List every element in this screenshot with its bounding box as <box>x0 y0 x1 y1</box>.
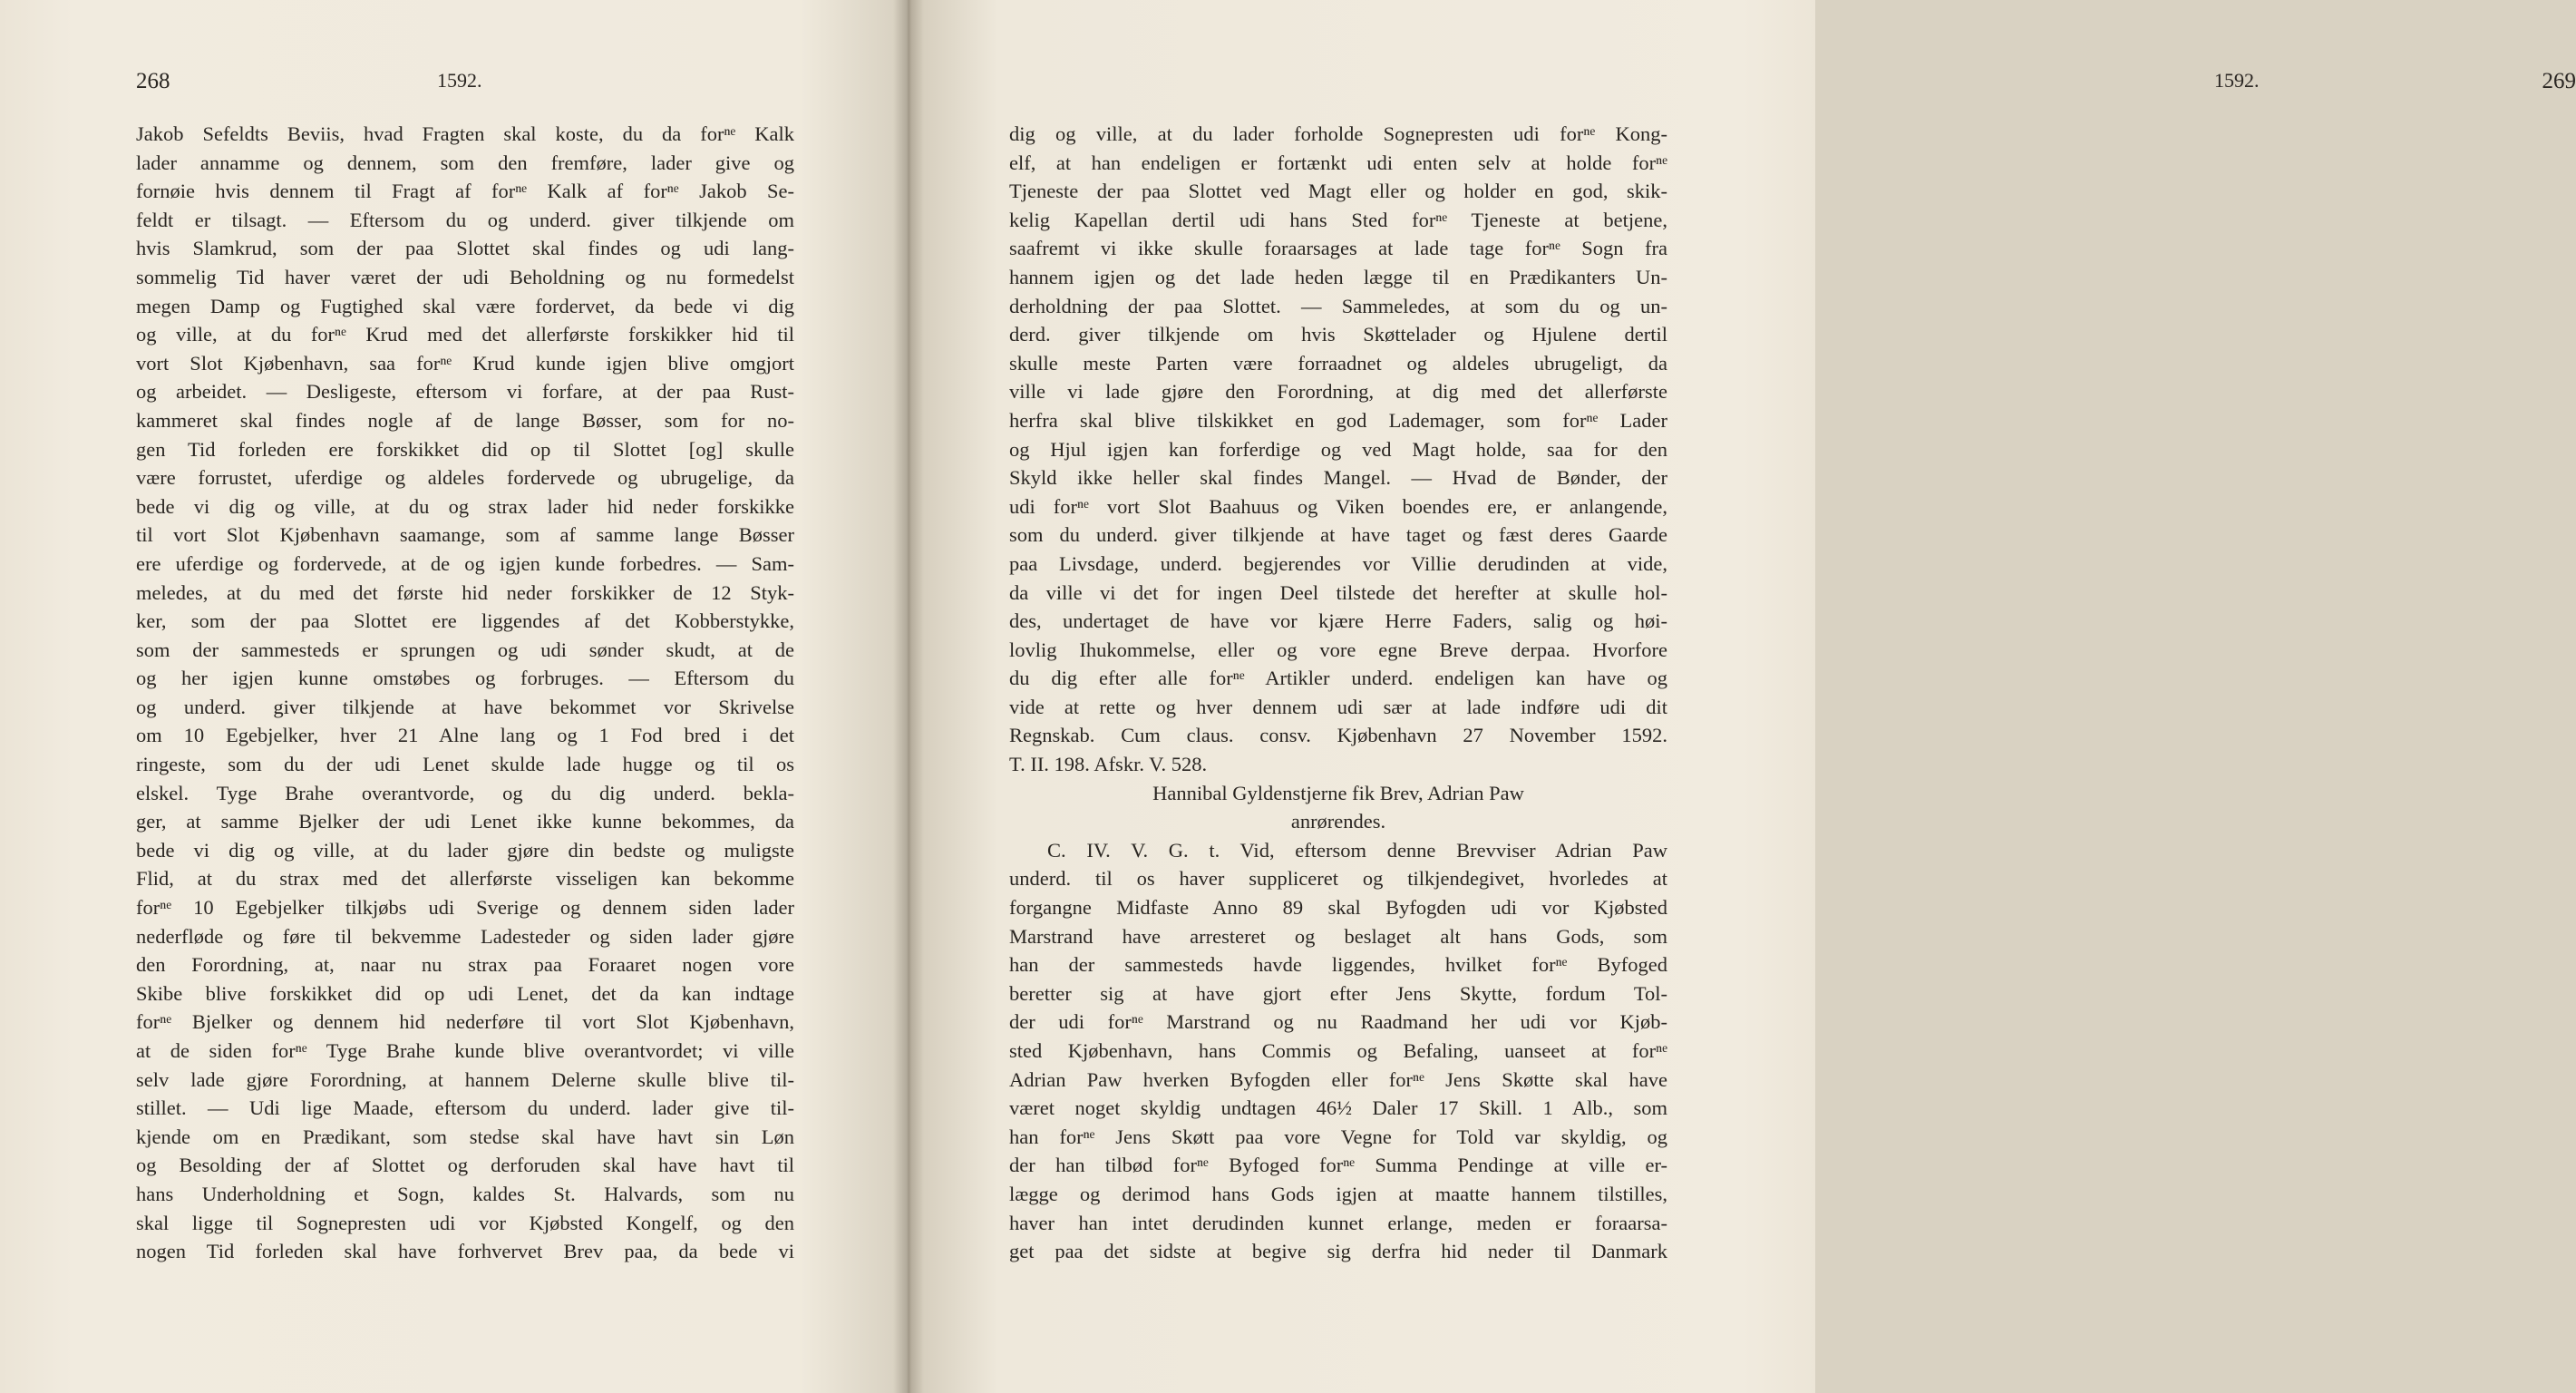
text-line: vide at rette og hver dennem udi sær at lade indføre udi dit <box>1009 695 1667 718</box>
text-line: lægge og derimod hans Gods igjen at maatte hannem tilstilles, <box>1009 1182 1667 1205</box>
left-page-text <box>136 120 794 1266</box>
text-line: nogen Tid forleden skal have forhvervet Brev paa, da bede vi <box>136 1240 794 1263</box>
text-line: da ville vi det for ingen Deel tilstede det herefter at skulle hol- <box>1009 580 1667 604</box>
text-line: ker, som der paa Slottet ere liggendes af det Kobberstykke, <box>136 609 794 633</box>
text-line: T. II. 198. Afskr. V. 528. <box>1009 753 1208 776</box>
text-line: Flid, at du strax med det allerførste visseligen kan bekomme <box>136 867 794 891</box>
text-line: lovlig Ihukommelse, eller og vore egne Breve derpaa. Hvorfore <box>1009 638 1667 661</box>
text-line: kelig Kapellan dertil udi hans Sted forⁿᵉ Tjeneste at betjene, <box>1009 208 1667 231</box>
text-line: til vort Slot Kjøbenhavn saamange, som af samme lange Bøsser <box>136 523 794 547</box>
text-line: dig og ville, at du lader forholde Sognepresten udi forⁿᵉ Kong- <box>1009 122 1667 145</box>
page-number: 269 <box>2542 69 2576 93</box>
text-line: skulle meste Parten være forraadnet og aldeles ubrugeligt, da <box>1009 351 1667 375</box>
text-line: feldt er tilsagt. — Eftersom du og underd. giver tilkjende om <box>136 208 794 231</box>
text-line: stillet. — Udi lige Maade, eftersom du underd. lader give til- <box>136 1096 794 1120</box>
text-line: Skyld ikke heller skal findes Mangel. — Hvad de Bønder, der <box>1009 466 1667 490</box>
text-line: og Besolding der af Slottet og derforuden skal have havt til <box>136 1154 794 1177</box>
text-line: ringeste, som du der udi Lenet skulde lade hugge og til os <box>136 753 794 776</box>
text-line: beretter sig at have gjort efter Jens Skytte, fordum Tol- <box>1009 981 1667 1005</box>
text-line: fornøie hvis dennem til Fragt af forⁿᵉ Kalk af forⁿᵉ Jakob Se- <box>136 180 794 203</box>
section-heading-line: anrørendes. <box>1290 810 1386 833</box>
text-line: Jakob Sefeldts Beviis, hvad Fragten skal koste, du da forⁿᵉ Kalk <box>136 122 794 145</box>
text-line: som der sammesteds er sprungen og udi sønder skudt, at de <box>136 638 794 661</box>
text-line: meledes, at du med det første hid neder forskikker de 12 Styk- <box>136 580 794 604</box>
text-line: kjende om en Prædikant, som stedse skal have havt sin Løn <box>136 1125 794 1148</box>
text-line: at de siden forⁿᵉ Tyge Brahe kunde blive overantvordet; vi ville <box>136 1039 794 1062</box>
text-line: han forⁿᵉ Jens Skøtt paa vore Vegne for Told var skyldig, og <box>1009 1125 1667 1148</box>
text-line: elf, at han endeligen er fortænkt udi enten selv at holde forⁿᵉ <box>1009 151 1667 174</box>
text-line: derholdning der paa Slottet. — Sammeledes, at som du og un- <box>1009 294 1667 317</box>
text-line: Skibe blive forskikket did op udi Lenet, det da kan indtage <box>136 981 794 1005</box>
text-line: forgangne Midfaste Anno 89 skal Byfogden udi vor Kjøbsted <box>1009 896 1667 920</box>
text-line: hvis Slamkrud, som der paa Slottet skal findes og udi lang- <box>136 237 794 260</box>
text-line: ere uferdige og fordervede, at de og igjen kunde forbedres. — Sam- <box>136 551 794 575</box>
text-line: som du underd. giver tilkjende at have taget og fæst deres Gaarde <box>1009 523 1667 547</box>
text-line: forⁿᵉ 10 Egebjelker tilkjøbs udi Sverige og dennem siden lader <box>136 896 794 920</box>
text-line: bede vi dig og ville, at du lader gjøre din bedste og muligste <box>136 838 794 862</box>
text-line: nederfløde og føre til bekvemme Ladesteder og siden lader gjøre <box>136 924 794 948</box>
text-line: hannem igjen og det lade heden lægge til en Prædikanters Un- <box>1009 265 1667 288</box>
left-page-header <box>136 69 791 102</box>
text-line: bede vi dig og ville, at du og strax lader hid neder forskikke <box>136 494 794 518</box>
text-line: den Forordning, at, naar nu strax paa Foraaret nogen vore <box>136 953 794 977</box>
text-line: megen Damp og Fugtighed skal være fordervet, da bede vi dig <box>136 294 794 317</box>
page-number: 268 <box>136 69 170 93</box>
text-line: elskel. Tyge Brahe overantvorde, og du dig underd. bekla- <box>136 781 794 804</box>
text-line: sommelig Tid haver været der udi Beholdning og nu formedelst <box>136 265 794 288</box>
text-line: sted Kjøbenhavn, hans Commis og Befaling, uanseet at forⁿᵉ <box>1009 1039 1667 1062</box>
text-line: kammeret skal findes nogle af de lange Bøsser, som for no- <box>136 408 794 432</box>
text-line: og Hjul igjen kan forferdige og ved Magt holde, saa for den <box>1009 437 1667 461</box>
text-line: udi forⁿᵉ vort Slot Baahuus og Viken boendes ere, er anlangende, <box>1009 494 1667 518</box>
text-line: ville vi lade gjøre den Forordning, at dig med det allerførste <box>1009 380 1667 404</box>
book-gutter <box>893 0 924 1393</box>
text-line: Marstrand have arresteret og beslaget alt hans Gods, som <box>1009 924 1667 948</box>
text-line: hans Underholdning et Sogn, kaldes St. Halvards, som nu <box>136 1182 794 1205</box>
text-line: des, undertaget de have vor kjære Herre Faders, salig og høi- <box>1009 609 1667 633</box>
text-line: Adrian Paw hverken Byfogden eller forⁿᵉ Jens Skøtte skal have <box>1009 1067 1667 1091</box>
text-line: ger, at samme Bjelker der udi Lenet ikke kunne bekommes, da <box>136 810 794 833</box>
text-line: og arbeidet. — Desligeste, eftersom vi forfare, at der paa Rust- <box>136 380 794 404</box>
text-line: herfra skal blive tilskikket en god Lademager, som forⁿᵉ Lader <box>1009 408 1667 432</box>
text-line: og ville, at du forⁿᵉ Krud med det allerførste forskikker hid til <box>136 323 794 346</box>
text-line: derd. giver tilkjende om hvis Skøttelader og Hjulene dertil <box>1009 323 1667 346</box>
right-page <box>908 0 2576 1393</box>
text-line: være forrustet, uferdige og aldeles fordervede og ubrugelige, da <box>136 466 794 490</box>
left-page <box>0 0 908 1393</box>
right-page-text <box>1009 120 1667 1266</box>
text-line: lader annamme og dennem, som den fremføre, lader give og <box>136 151 794 174</box>
text-line: skal ligge til Sognepresten udi vor Kjøbsted Kongelf, og den <box>136 1211 794 1234</box>
text-line: der udi forⁿᵉ Marstrand og nu Raadmand her udi vor Kjøb- <box>1009 1010 1667 1034</box>
text-line: underd. til os haver suppliceret og tilkjendegivet, hvorledes at <box>1009 867 1667 891</box>
text-line: Tjeneste der paa Slottet ved Magt eller og holder en god, skik- <box>1009 180 1667 203</box>
text-line: været noget skyldig undtagen 46½ Daler 17 Skill. 1 Alb., som <box>1009 1096 1667 1120</box>
running-head: 1592. <box>2214 69 2260 92</box>
text-line: paa Livsdage, underd. begjerendes vor Villie derudinden at vide, <box>1009 551 1667 575</box>
text-line: gen Tid forleden ere forskikket did op til Slottet [og] skulle <box>136 437 794 461</box>
text-line: og underd. giver tilkjende at have bekommet vor Skrivelse <box>136 695 794 718</box>
text-line: C. IV. V. G. t. Vid, eftersom denne Brevviser Adrian Paw <box>1047 838 1667 862</box>
section-heading-line: Hannibal Gyldenstjerne fik Brev, Adrian Paw <box>1152 781 1524 804</box>
text-line: han der sammesteds havde liggendes, hvilket forⁿᵉ Byfoged <box>1009 953 1667 977</box>
text-line: og her igjen kunne omstøbes og forbruges. — Eftersom du <box>136 667 794 690</box>
text-line: Regnskab. Cum claus. consv. Kjøbenhavn 27 November 1592. <box>1009 724 1667 747</box>
text-line: saafremt vi ikke skulle foraarsages at lade tage forⁿᵉ Sogn fra <box>1009 237 1667 260</box>
running-head: 1592. <box>437 69 482 92</box>
text-line: selv lade gjøre Forordning, at hannem Delerne skulle blive til- <box>136 1067 794 1091</box>
right-page-header <box>1916 69 2576 102</box>
text-line: du dig efter alle forⁿᵉ Artikler underd. endeligen kan have og <box>1009 667 1667 690</box>
text-line: haver han intet derudinden kunnet erlange, meden er foraarsa- <box>1009 1211 1667 1234</box>
text-line: vort Slot Kjøbenhavn, saa forⁿᵉ Krud kunde igjen blive omgjort <box>136 351 794 375</box>
text-line: get paa det sidste at begive sig derfra hid neder til Danmark <box>1009 1240 1667 1263</box>
text-line: der han tilbød forⁿᵉ Byfoged forⁿᵉ Summa Pendinge at ville er- <box>1009 1154 1667 1177</box>
text-line: om 10 Egebjelker, hver 21 Alne lang og 1 Fod bred i det <box>136 724 794 747</box>
text-line: forⁿᵉ Bjelker og dennem hid nederføre til vort Slot Kjøbenhavn, <box>136 1010 794 1034</box>
